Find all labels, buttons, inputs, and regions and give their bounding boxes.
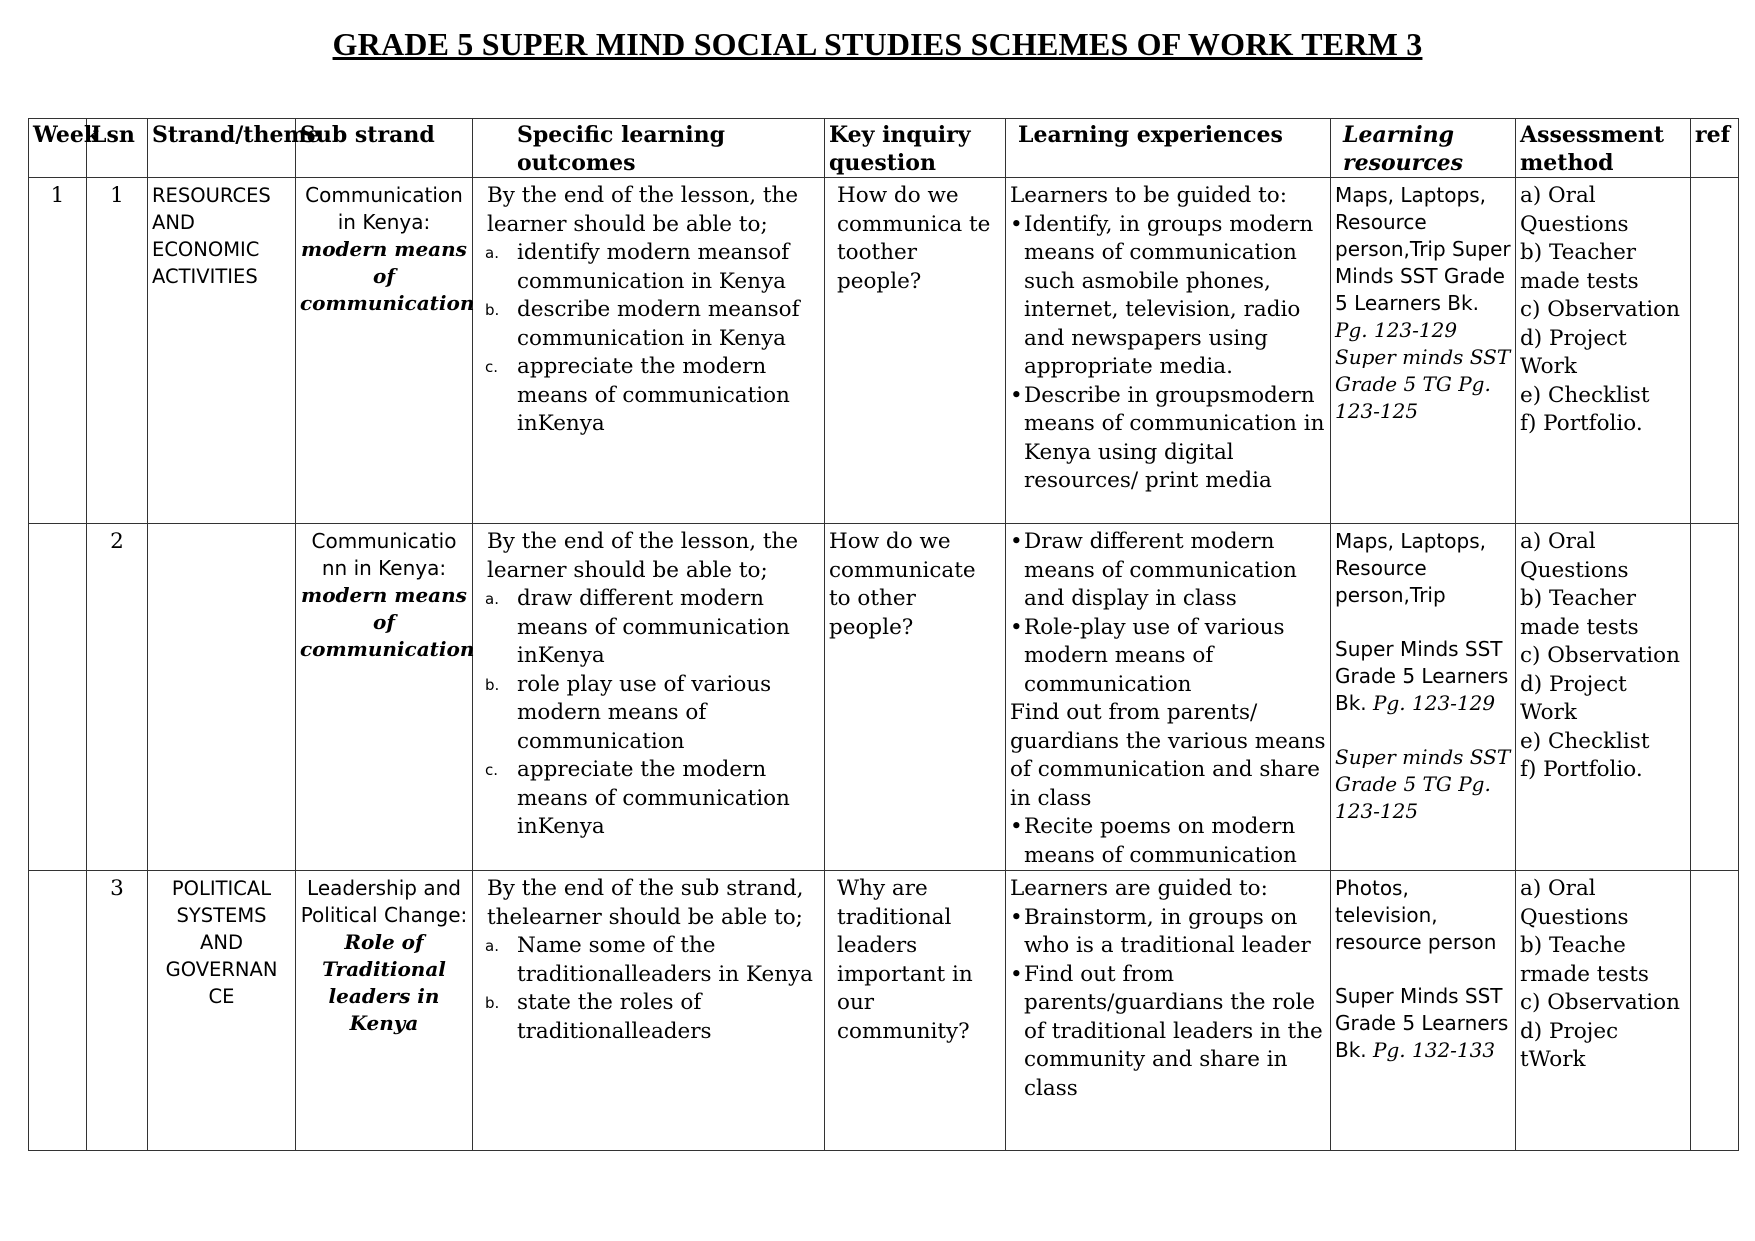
list-item: e) Checklist: [1520, 382, 1650, 408]
sub-strand-cell: [296, 178, 473, 524]
list-item: b. role play use of various modern means of communication: [485, 671, 772, 754]
resources-text: Maps, Laptops, Resource person,Trip Super Minds SST Grade 5 Learners Bk.: [1335, 183, 1511, 315]
inquiry-cell: Why are traditional leaders important in our community?: [825, 871, 1006, 1151]
resources-book: Super Minds SST Grade 5 Learners Bk.: [1335, 637, 1509, 715]
list-item: f) Portfolio.: [1520, 411, 1643, 436]
outcomes-intro: By the end of the lesson, the learner should be able to;: [487, 183, 799, 237]
list-item: a. identify modern meansof communication in Kenya: [485, 240, 790, 294]
resources-guide: Super minds SST Grade 5 TG Pg. 123-125: [1335, 745, 1511, 823]
sub-strand-cell: [296, 871, 473, 1151]
week-cell: [29, 524, 87, 871]
header-experiences: Learning experiences: [1006, 119, 1331, 178]
list-item: b. describe modern meansof communication in Kenya: [485, 297, 800, 351]
inquiry-cell: How do we communicate to other people?: [825, 524, 1006, 871]
sub-strand-focus: modern means of communication: [300, 237, 475, 315]
list-item: • Role-play use of various modern means of communication: [1024, 614, 1326, 700]
scheme-table: [28, 118, 1739, 1151]
strand-cell: [148, 524, 296, 871]
table-row: [29, 871, 1739, 1151]
sub-strand-topic: Communicatio nn in Kenya:: [311, 529, 457, 580]
outcomes-cell: [473, 524, 825, 871]
list-item: c) Observation: [1520, 297, 1680, 322]
assessment-cell: [1516, 178, 1691, 524]
resources-book: Super Minds SST Grade 5 Learners Bk.: [1335, 984, 1509, 1062]
list-item: • Describe in groupsmodern means of communication in Kenya using digital resources/ print media: [1024, 382, 1326, 496]
sub-strand-focus: modern means of communication: [300, 583, 475, 661]
list-item: d) Projec tWork: [1520, 1018, 1619, 1072]
list-item: d) Project Work: [1520, 671, 1627, 725]
header-outcomes: Specific learning outcomes: [473, 119, 825, 178]
header-lsn: Lsn: [87, 119, 148, 178]
resources-pages: Pg. 123-129: [1335, 318, 1458, 342]
header-assessment: Assessment method: [1516, 119, 1691, 178]
list-item: c) Observation: [1520, 990, 1680, 1015]
resources-text: Photos, television, resource person: [1335, 876, 1497, 954]
lsn-cell: 1: [87, 178, 148, 524]
sub-strand-topic: Leadership and Political Change:: [300, 876, 468, 927]
header-ref: ref: [1691, 119, 1739, 178]
ref-cell: [1691, 524, 1739, 871]
experiences-cell: [1006, 178, 1331, 524]
inquiry-cell: How do we communica te toother people?: [825, 178, 1006, 524]
list-item: c. appreciate the modern means of communication inKenya: [485, 354, 790, 436]
sub-strand-cell: [296, 524, 473, 871]
lsn-cell: 3: [87, 871, 148, 1151]
list-item: • Identify, in groups modern means of communication such asmobile phones, internet, television, radio and newspapers using appropriate media.: [1024, 211, 1326, 382]
outcomes-intro: By the end of the lesson, the learner should be able to;: [487, 529, 799, 583]
ref-cell: [1691, 178, 1739, 524]
outcomes-intro: By the end of the sub strand, thelearner should be able to;: [487, 876, 804, 930]
resources-pages: Pg. 123-129: [1373, 691, 1496, 715]
list-item: • Draw different modern means of communication and display in class: [1024, 528, 1326, 614]
header-strand: Strand/theme: [148, 119, 296, 178]
page-title: GRADE 5 SUPER MIND SOCIAL STUDIES SCHEMES OF WORK TERM 3: [332, 26, 1423, 62]
header-resources: Learning resources: [1331, 119, 1516, 178]
list-item: • Brainstorm, in groups on who is a traditional leader: [1024, 904, 1326, 961]
week-cell: 1: [29, 178, 87, 524]
header-row: [29, 119, 1739, 178]
list-item: • Find out from parents/guardians the role of traditional leaders in the community and share in class: [1024, 961, 1326, 1104]
resources-cell: [1331, 178, 1516, 524]
list-item: b. state the roles of traditionalleaders: [485, 990, 712, 1044]
table-row: [29, 524, 1739, 871]
strand-cell: POLITICAL SYSTEMS AND GOVERNAN CE: [148, 871, 296, 1151]
list-item: c. appreciate the modern means of communication inKenya: [485, 757, 790, 839]
resources-guide: Super minds SST Grade 5 TG Pg. 123-125: [1335, 345, 1511, 423]
strand-cell: RESOURCES AND ECONOMIC ACTIVITIES: [148, 178, 296, 524]
experiences-cell: [1006, 524, 1331, 871]
week-cell: [29, 871, 87, 1151]
outcomes-cell: [473, 178, 825, 524]
list-item: b) Teacher made tests: [1520, 586, 1639, 640]
list-item: • Recite poems on modern means of communication: [1024, 813, 1326, 870]
sub-strand-topic: Communication in Kenya:: [305, 183, 463, 234]
outcomes-cell: [473, 871, 825, 1151]
experiences-intro: Learners are guided to:: [1010, 876, 1268, 901]
list-item: f) Portfolio.: [1520, 757, 1643, 782]
assessment-cell: [1516, 871, 1691, 1151]
list-item: b) Teache rmade tests: [1520, 933, 1649, 987]
list-item: a) Oral Questions: [1520, 529, 1629, 583]
list-item: d) Project Work: [1520, 325, 1627, 379]
resources-cell: [1331, 524, 1516, 871]
experiences-note: Find out from parents/ guardians the various means of communication and share in class: [1010, 700, 1326, 811]
list-item: b) Teacher made tests: [1520, 240, 1639, 294]
list-item: a. draw different modern means of communication inKenya: [485, 586, 790, 668]
resources-pages: Pg. 132-133: [1373, 1038, 1496, 1062]
list-item: a. Name some of the traditionalleaders in Kenya: [485, 933, 814, 987]
assessment-cell: [1516, 524, 1691, 871]
resources-text: Maps, Laptops, Resource person,Trip: [1335, 529, 1486, 607]
table-row: [29, 178, 1739, 524]
list-item: a) Oral Questions: [1520, 876, 1629, 930]
ref-cell: [1691, 871, 1739, 1151]
header-week: Week: [29, 119, 87, 178]
list-item: e) Checklist: [1520, 728, 1650, 754]
list-item: c) Observation: [1520, 643, 1680, 668]
lsn-cell: 2: [87, 524, 148, 871]
sub-strand-focus: Role of Traditional leaders in Kenya: [322, 930, 446, 1035]
resources-cell: [1331, 871, 1516, 1151]
experiences-intro: Learners to be guided to:: [1010, 183, 1287, 208]
header-sub-strand: Sub strand: [296, 119, 473, 178]
header-inquiry: Key inquiry question: [825, 119, 1006, 178]
experiences-cell: [1006, 871, 1331, 1151]
list-item: a) Oral Questions: [1520, 183, 1629, 237]
